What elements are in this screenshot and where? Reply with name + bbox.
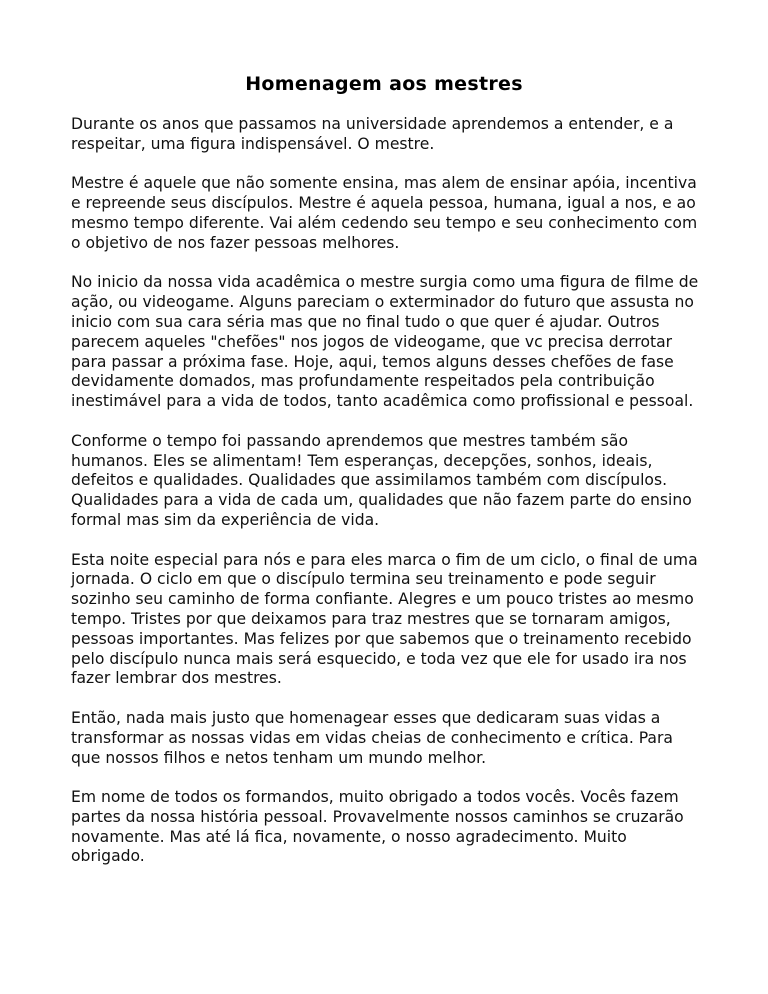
- paragraph-6: Então, nada mais justo que homenagear esses que dedicaram suas vidas a transformar as nossas vidas em vidas cheias de conhecimento e crítica. Para que nossos filhos e netos tenham um mundo melhor.: [71, 708, 673, 767]
- document-title: Homenagem aos mestres: [245, 73, 523, 95]
- paragraph-3: No inicio da nossa vida acadêmica o mestre surgia como uma figura de filme de ação, ou videogame. Alguns pareciam o exterminador do futuro que assusta no inicio com sua cara séria mas que no final tudo o que quer é ajudar. Outros parecem aqueles "chefões" nos jogos de videogame, que vc precisa derrotar para passar a próxima fase. Hoje, aqui, temos alguns desses chefões de fase devidamente domados, mas profundamente respeitados pela contribuição inestimável para a vida de todos, tanto acadêmica como profissional e pessoal.: [71, 273, 699, 411]
- document-body: [71, 115, 701, 887]
- paragraph-7: Em nome de todos os formandos, muito obrigado a todos vocês. Vocês fazem partes da nossa história pessoal. Provavelmente nossos caminhos se cruzarão novamente. Mas até lá fica, novamente, o nosso agradecimento. Muito obrigado.: [71, 788, 684, 866]
- paragraph-5: Esta noite especial para nós e para eles marca o fim de um ciclo, o final de uma jornada. O ciclo em que o discípulo termina seu treinamento e pode seguir sozinho seu caminho de forma confiante. Alegres e um pouco tristes ao mesmo tempo. Tristes por que deixamos para traz mestres que se tornaram amigos, pessoas importantes. Mas felizes por que sabemos que o treinamento recebido pelo discípulo nunca mais será esquecido, e toda vez que ele for usado ira nos fazer lembrar dos mestres.: [71, 550, 698, 688]
- paragraph-4: Conforme o tempo foi passando aprendemos que mestres também são humanos. Eles se alimentam! Tem esperanças, decepções, sonhos, ideais, defeitos e qualidades. Qualidades que assimilamos também com discípulos. Qualidades para a vida de cada um, qualidades que não fazem parte do ensino formal mas sim da experiência de vida.: [71, 431, 692, 529]
- paragraph-2: Mestre é aquele que não somente ensina, mas alem de ensinar apóia, incentiva e repreende seus discípulos. Mestre é aquela pessoa, humana, igual a nos, e ao mesmo tempo diferente. Vai além cedendo seu tempo e seu conhecimento com o objetivo de nos fazer pessoas melhores.: [71, 174, 698, 252]
- paragraph-1: Durante os anos que passamos na universidade aprendemos a entender, e a respeitar, uma figura indispensável. O mestre.: [71, 115, 674, 153]
